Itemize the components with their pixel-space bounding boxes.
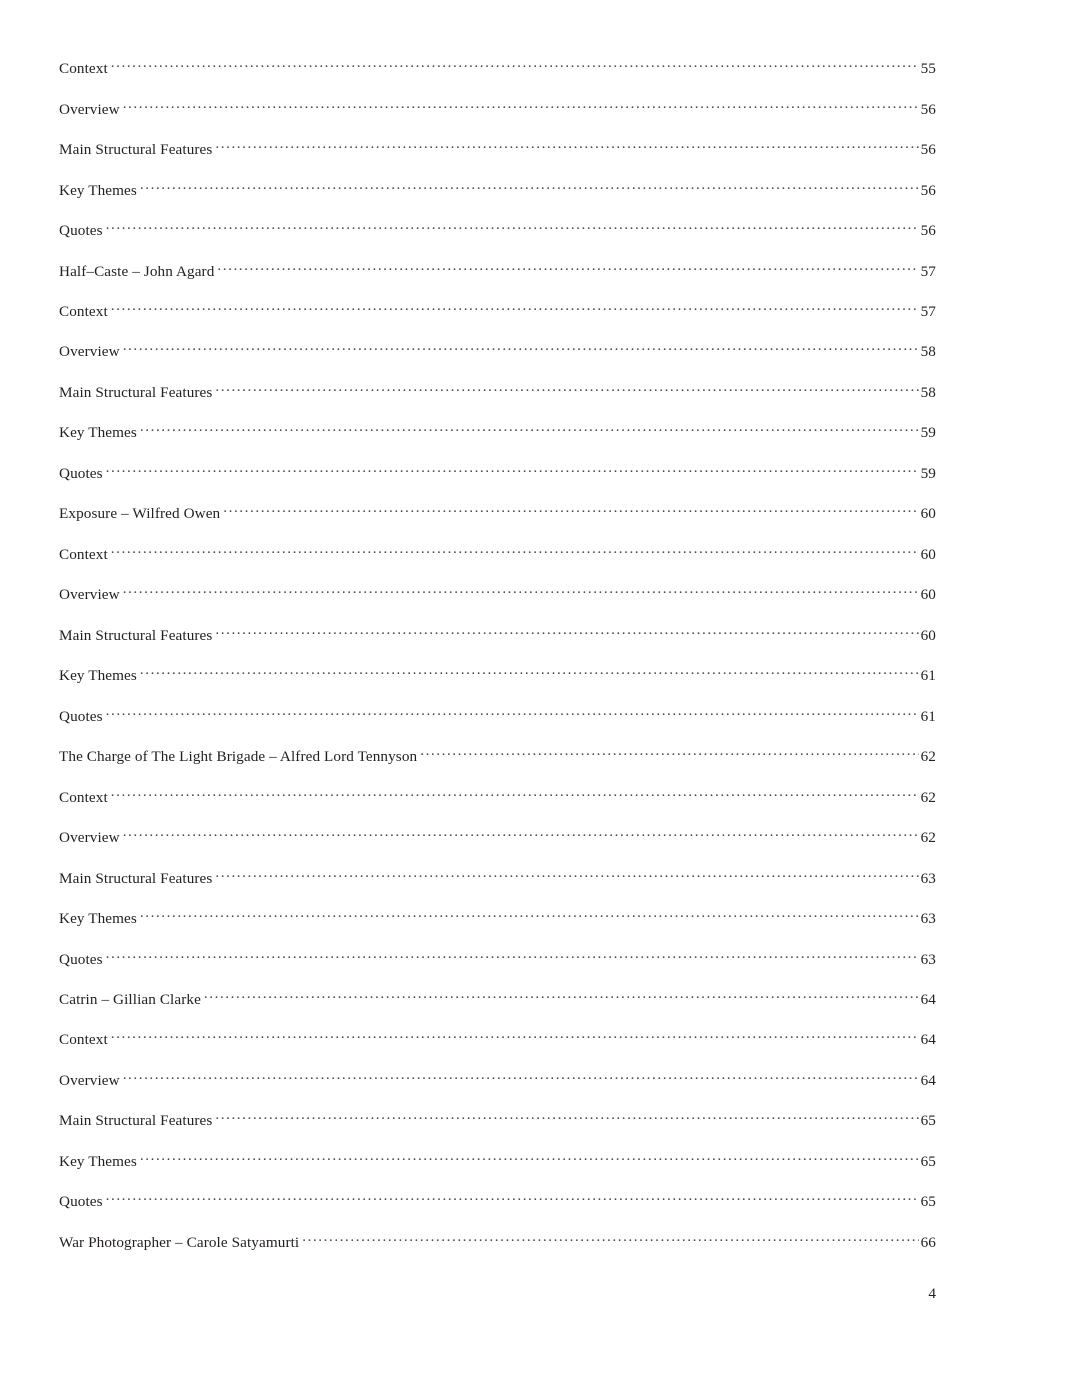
toc-leader-dots bbox=[111, 544, 919, 559]
toc-leader-dots bbox=[140, 1151, 919, 1166]
toc-entry-title: Exposure – Wilfred Owen bbox=[59, 505, 221, 523]
toc-leader-dots bbox=[106, 1191, 919, 1206]
toc-leader-dots bbox=[420, 746, 918, 761]
toc-leader-dots bbox=[140, 422, 919, 437]
toc-entry[interactable] bbox=[59, 382, 936, 422]
toc-entry-title: Context bbox=[59, 303, 108, 320]
toc-entry[interactable] bbox=[59, 625, 936, 665]
toc-entry-title: War Photographer – Carole Satyamurti bbox=[59, 1233, 300, 1251]
toc-entry-page-number: 58 bbox=[920, 343, 936, 361]
toc-entry-page-number: 58 bbox=[920, 383, 936, 401]
toc-leader-dots bbox=[217, 260, 918, 275]
toc-leader-dots bbox=[215, 139, 918, 154]
toc-entry-page-number: 59 bbox=[920, 464, 936, 482]
toc-entry-page-number: 55 bbox=[920, 60, 936, 78]
toc-entry-page-number: 62 bbox=[920, 829, 936, 847]
toc-entry-page-number: 60 bbox=[920, 626, 936, 644]
toc-entry-title: Quotes bbox=[59, 1193, 103, 1211]
toc-entry[interactable] bbox=[59, 463, 936, 503]
toc-entry-page-number: 64 bbox=[920, 990, 936, 1008]
toc-leader-dots bbox=[302, 1232, 918, 1247]
toc-entry-title: Main Structural Features bbox=[59, 626, 213, 644]
toc-entry[interactable] bbox=[59, 1232, 936, 1272]
toc-entry[interactable] bbox=[59, 139, 936, 179]
page-folio-number: 4 bbox=[928, 1285, 936, 1302]
toc-entry-page-number: 66 bbox=[920, 1233, 936, 1251]
toc-entry-page-number: 57 bbox=[920, 303, 936, 320]
toc-entry-title: Key Themes bbox=[59, 1152, 137, 1170]
toc-entry-page-number: 63 bbox=[920, 950, 936, 968]
toc-entry-page-number: 65 bbox=[920, 1112, 936, 1130]
toc-entry-page-number: 56 bbox=[920, 222, 936, 240]
toc-entry-page-number: 57 bbox=[920, 262, 936, 280]
toc-entry[interactable] bbox=[59, 827, 936, 867]
toc-entry-page-number: 61 bbox=[920, 707, 936, 725]
toc-entry[interactable] bbox=[59, 544, 936, 584]
toc-entry-title: Key Themes bbox=[59, 181, 137, 199]
toc-entry[interactable] bbox=[59, 989, 936, 1029]
toc-entry-title: Context bbox=[59, 1031, 108, 1049]
toc-entry[interactable] bbox=[59, 1029, 936, 1069]
toc-entry-page-number: 63 bbox=[920, 869, 936, 887]
toc-entry-page-number: 64 bbox=[920, 1071, 936, 1089]
toc-leader-dots bbox=[111, 58, 919, 73]
toc-leader-dots bbox=[111, 1029, 919, 1044]
toc-entry-page-number: 64 bbox=[920, 1031, 936, 1049]
toc-entry[interactable] bbox=[59, 422, 936, 462]
toc-leader-dots bbox=[111, 301, 919, 316]
toc-leader-dots bbox=[215, 867, 918, 882]
toc-entry[interactable] bbox=[59, 98, 936, 138]
toc-leader-dots bbox=[123, 584, 919, 599]
toc-leader-dots bbox=[140, 665, 919, 680]
toc-entry[interactable] bbox=[59, 584, 936, 624]
toc-entry-page-number: 60 bbox=[920, 586, 936, 604]
toc-entry-title: Quotes bbox=[59, 950, 103, 968]
toc-leader-dots bbox=[123, 98, 919, 113]
toc-entry-page-number: 60 bbox=[920, 505, 936, 523]
toc-leader-dots bbox=[106, 706, 919, 721]
toc-leader-dots bbox=[140, 179, 919, 194]
toc-entry[interactable] bbox=[59, 1151, 936, 1191]
toc-entry-title: Key Themes bbox=[59, 667, 137, 685]
toc-entry[interactable] bbox=[59, 1110, 936, 1150]
toc-entry[interactable] bbox=[59, 220, 936, 260]
toc-entry-title: Quotes bbox=[59, 222, 103, 240]
toc-entry-page-number: 63 bbox=[920, 910, 936, 928]
toc-leader-dots bbox=[123, 341, 919, 356]
toc-entry[interactable] bbox=[59, 1191, 936, 1231]
toc-entry-page-number: 62 bbox=[920, 748, 936, 766]
toc-leader-dots bbox=[204, 989, 919, 1004]
toc-leader-dots bbox=[106, 463, 919, 478]
toc-entry-page-number: 56 bbox=[920, 181, 936, 199]
toc-leader-dots bbox=[123, 1070, 919, 1085]
toc-entry-page-number: 65 bbox=[920, 1193, 936, 1211]
toc-entry-title: Half–Caste – John Agard bbox=[59, 262, 215, 280]
toc-entry-title: Overview bbox=[59, 1071, 120, 1089]
toc-entry-title: Overview bbox=[59, 343, 120, 361]
toc-entry-title: Catrin – Gillian Clarke bbox=[59, 990, 201, 1008]
toc-entry[interactable] bbox=[59, 503, 936, 543]
toc-entry-page-number: 56 bbox=[920, 141, 936, 159]
toc-entry-title: Quotes bbox=[59, 707, 103, 725]
toc-entry[interactable] bbox=[59, 665, 936, 705]
toc-entry-title: Main Structural Features bbox=[59, 869, 213, 887]
toc-entry-title: Overview bbox=[59, 586, 120, 604]
toc-entry[interactable] bbox=[59, 341, 936, 381]
toc-entry-title: Context bbox=[59, 60, 108, 78]
toc-entry-page-number: 56 bbox=[920, 100, 936, 118]
toc-entry-page-number: 59 bbox=[920, 424, 936, 442]
toc-entry-title: Quotes bbox=[59, 464, 103, 482]
toc-entry[interactable] bbox=[59, 908, 936, 948]
toc-entry-title: Main Structural Features bbox=[59, 1112, 213, 1130]
toc-entry-title: Overview bbox=[59, 100, 120, 118]
toc-entry[interactable] bbox=[59, 179, 936, 219]
toc-entry[interactable] bbox=[59, 1070, 936, 1110]
table-of-contents-list bbox=[59, 58, 936, 1272]
toc-entry-title: Main Structural Features bbox=[59, 383, 213, 401]
toc-leader-dots bbox=[106, 220, 919, 235]
toc-leader-dots bbox=[111, 786, 919, 801]
toc-leader-dots bbox=[215, 1110, 918, 1125]
toc-entry[interactable] bbox=[59, 867, 936, 907]
toc-leader-dots bbox=[215, 625, 918, 640]
toc-entry-page-number: 60 bbox=[920, 545, 936, 563]
toc-entry-title: Key Themes bbox=[59, 424, 137, 442]
toc-entry-title: The Charge of The Light Brigade – Alfred Lord Tennyson bbox=[59, 748, 418, 766]
toc-entry-title: Context bbox=[59, 545, 108, 563]
toc-entry-page-number: 62 bbox=[920, 788, 936, 806]
toc-leader-dots bbox=[106, 948, 919, 963]
toc-leader-dots bbox=[215, 382, 918, 397]
toc-entry-title: Key Themes bbox=[59, 910, 137, 928]
toc-entry[interactable] bbox=[59, 746, 936, 786]
toc-entry-title: Main Structural Features bbox=[59, 141, 213, 159]
toc-entry-page-number: 61 bbox=[920, 667, 936, 685]
toc-entry[interactable] bbox=[59, 706, 936, 746]
toc-entry[interactable] bbox=[59, 58, 936, 98]
toc-leader-dots bbox=[223, 503, 918, 518]
toc-entry[interactable] bbox=[59, 260, 936, 300]
toc-entry-title: Context bbox=[59, 788, 108, 806]
toc-leader-dots bbox=[140, 908, 919, 923]
toc-leader-dots bbox=[123, 827, 919, 842]
toc-entry[interactable] bbox=[59, 786, 936, 826]
toc-entry[interactable] bbox=[59, 301, 936, 341]
toc-entry-page-number: 65 bbox=[920, 1152, 936, 1170]
toc-entry[interactable] bbox=[59, 948, 936, 988]
toc-entry-title: Overview bbox=[59, 829, 120, 847]
